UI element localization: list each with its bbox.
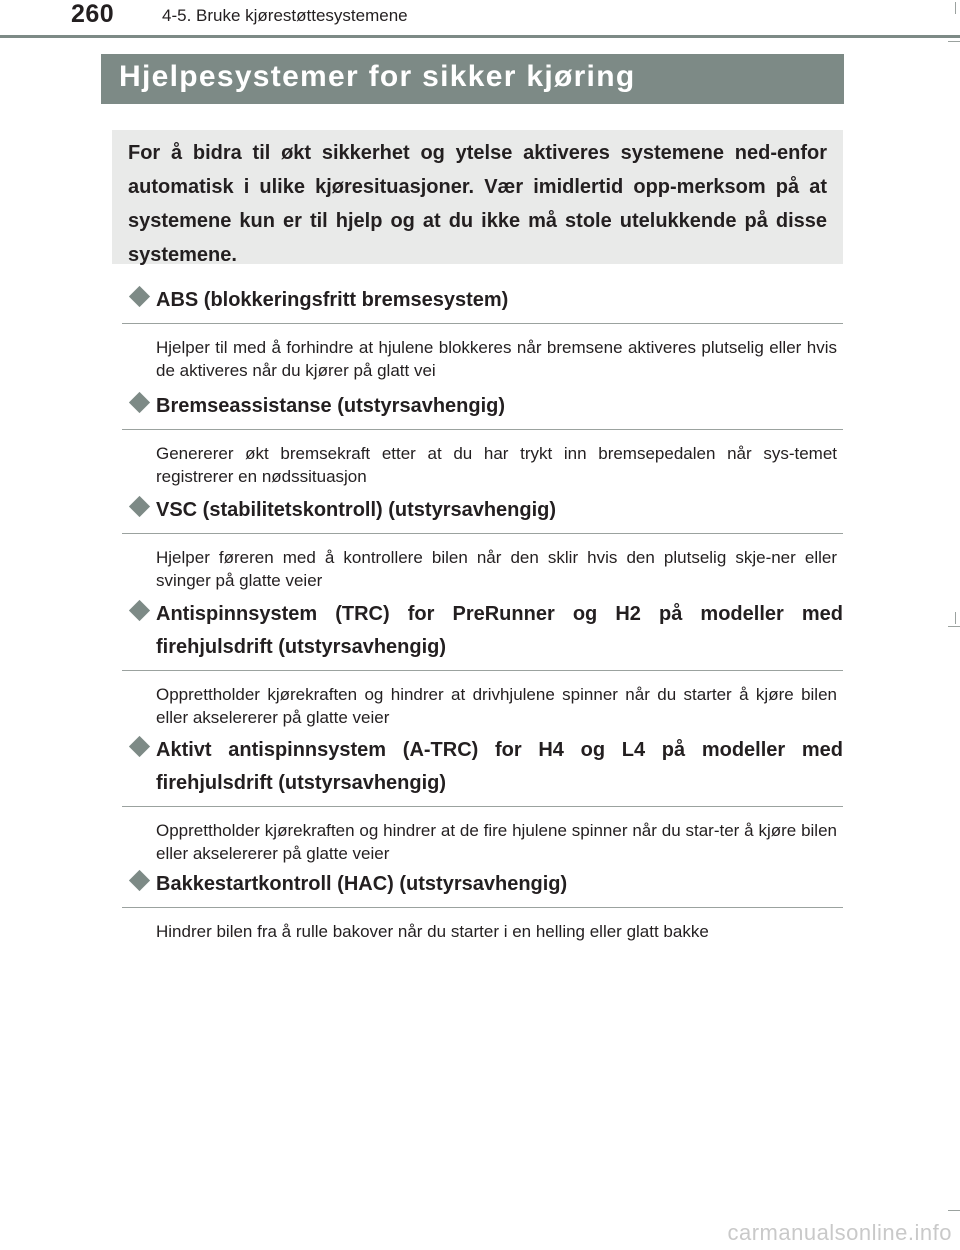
section-rule [122, 907, 843, 908]
crop-mark [955, 612, 956, 624]
section-body: Hjelper føreren med å kontrollere bilen når den sklir hvis den plutselig skje-ner eller svinger på glatte veier [156, 548, 837, 590]
section-rule [122, 806, 843, 807]
section-a-trc [122, 734, 843, 865]
diamond-bullet-icon [128, 284, 150, 308]
section-title: Antispinnsystem (TRC) for PreRunner og H2 på modeller med firehjulsdrift (utstyrsavhengig) [156, 603, 843, 658]
title-banner [101, 54, 844, 104]
page-number: 260 [71, 0, 115, 28]
section-heading [122, 284, 843, 317]
section-heading [122, 598, 843, 664]
intro-box [112, 130, 843, 264]
diamond-bullet-icon [128, 734, 150, 758]
crop-mark [948, 626, 960, 627]
section-rule [122, 323, 843, 324]
chapter-title: 4-5. Bruke kjørestøttesystemene [162, 6, 408, 25]
section-rule [122, 670, 843, 671]
diamond-bullet-icon [128, 494, 150, 518]
crop-mark [948, 41, 960, 42]
intro-text: For å bidra til økt sikkerhet og ytelse aktiveres systemene ned-enfor automatisk i ulike kjøresituasjoner. Vær imidlertid opp-merksom på at systemene kun er til hjelp og at du ikke må stole utelukkende på disse systemene. [128, 142, 827, 266]
section-abs [122, 284, 843, 382]
section-heading [122, 734, 843, 800]
section-title: Aktivt antispinnsystem (A-TRC) for H4 og L4 på modeller med firehjulsdrift (utstyrsavhengig) [156, 739, 843, 794]
section-title: Bakkestartkontroll (HAC) (utstyrsavhengig) [156, 873, 568, 895]
diamond-bullet-icon [128, 598, 150, 622]
section-hac [122, 868, 843, 943]
section-vsc [122, 494, 843, 592]
diamond-bullet-icon [128, 868, 150, 892]
section-heading [122, 494, 843, 527]
crop-mark [955, 2, 956, 14]
page-header [0, 0, 960, 40]
section-body: Opprettholder kjørekraften og hindrer at drivhjulene spinner når du starter å kjøre bilen eller akselererer på glatte veier [156, 685, 837, 727]
section-body: Genererer økt bremsekraft etter at du har trykt inn bremsepedalen når sys-temet registrerer en nødssituasjon [156, 444, 837, 486]
section-heading [122, 390, 843, 423]
section-heading [122, 868, 843, 901]
section-brake-assist [122, 390, 843, 488]
section-rule [122, 429, 843, 430]
section-title: Bremseassistanse (utstyrsavhengig) [156, 395, 506, 417]
section-body: Opprettholder kjørekraften og hindrer at de fire hjulene spinner når du star-ter å kjøre bilen eller akselererer på glatte veier [156, 821, 837, 863]
section-title: VSC (stabilitetskontroll) (utstyrsavhengig) [156, 499, 557, 521]
section-title: ABS (blokkeringsfritt bremsesystem) [156, 289, 509, 311]
section-body: Hindrer bilen fra å rulle bakover når du starter i en helling eller glatt bakke [156, 922, 709, 941]
section-body: Hjelper til med å forhindre at hjulene blokkeres når bremsene aktiveres plutselig eller hvis de aktiveres når du kjører på glatt vei [156, 338, 837, 380]
section-rule [122, 533, 843, 534]
diamond-bullet-icon [128, 390, 150, 414]
header-rule [0, 35, 960, 38]
crop-mark [948, 1210, 960, 1211]
section-trc [122, 598, 843, 729]
page-title: Hjelpesystemer for sikker kjøring [119, 60, 636, 93]
watermark: carmanualsonline.info [727, 1220, 952, 1245]
